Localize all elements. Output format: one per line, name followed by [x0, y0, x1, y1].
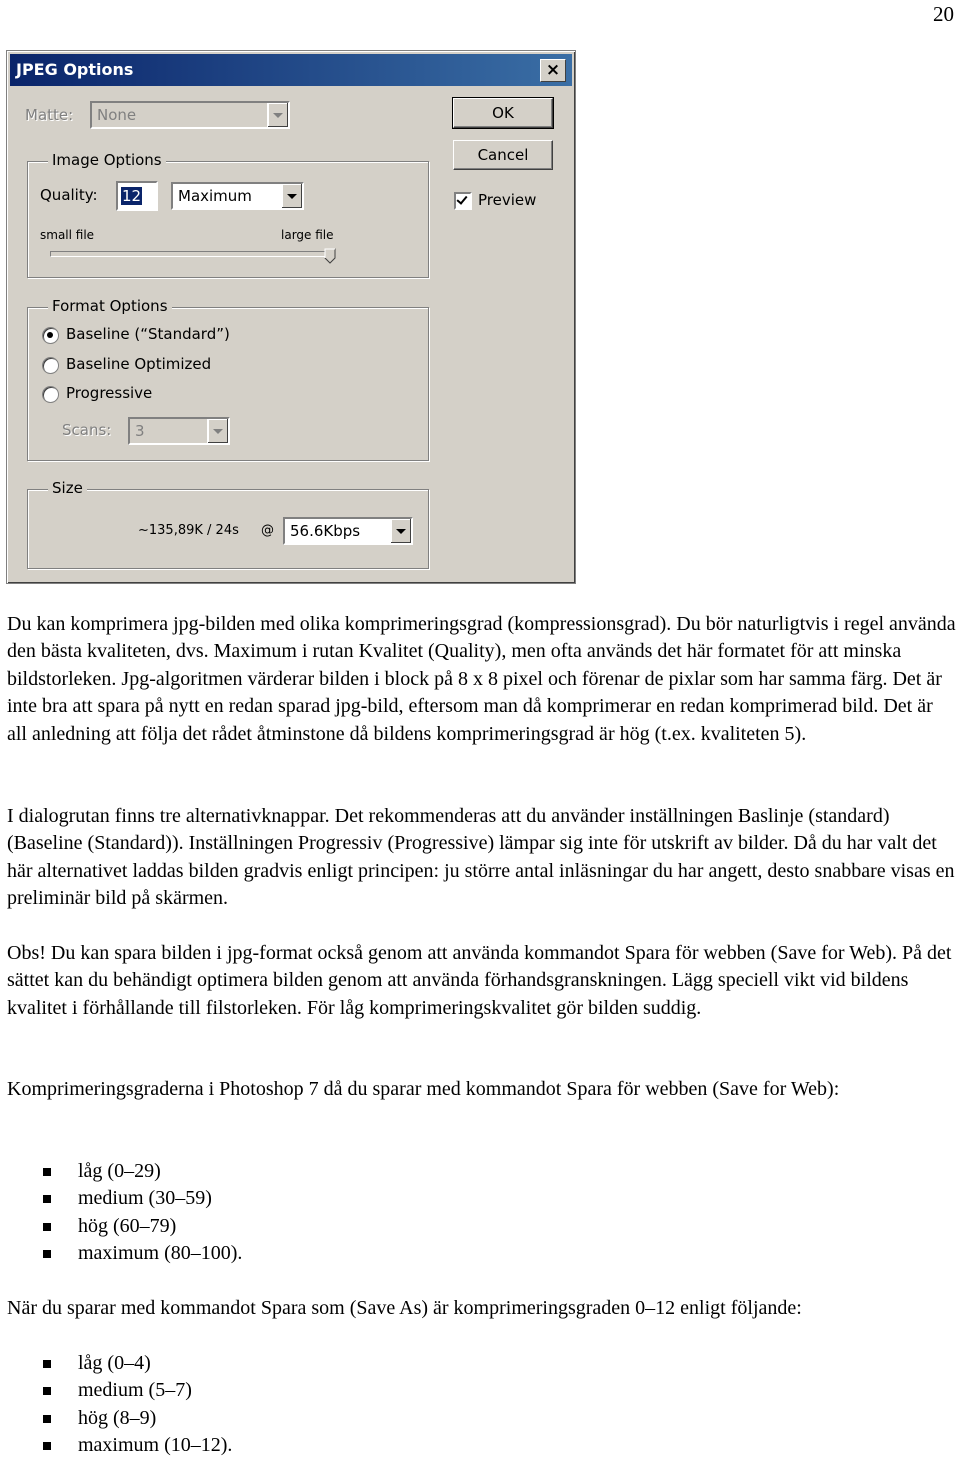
bullet-list-web	[40, 1158, 242, 1268]
radio-baseline-standard[interactable]	[42, 327, 59, 344]
matte-select	[90, 101, 290, 129]
small-file-label: small file	[40, 228, 95, 242]
connection-speed-select[interactable]	[283, 517, 413, 545]
preview-label: Preview	[478, 191, 537, 209]
size-estimate: ~135,89K / 24s	[138, 523, 239, 538]
chevron-down-icon	[207, 419, 228, 443]
large-file-label: large file	[281, 228, 334, 242]
ok-button[interactable]: OK	[453, 98, 553, 128]
paragraph-2-text: I dialogrutan finns tre alternativknappar. Det rekommenderas att du använder inställningen Baslinje (standard) (Baseline (Standard)). Inställningen Progressiv (Progressive) lämpar sig inte för utskrift av bilder. Då du har valt det här alternativet laddas bilden gradvis enligt principen: ju större antal inläsningar du har angett, desto snabbare visas en preliminär bild på skärmen.	[7, 805, 955, 910]
quality-preset-value: Maximum	[178, 187, 252, 205]
option-baseline-standard[interactable]: Baseline (“Standard”)	[66, 325, 230, 343]
preview-checkbox[interactable]	[454, 192, 472, 210]
list-item: hög (60–79)	[40, 1213, 242, 1240]
radio-baseline-optimized[interactable]	[42, 357, 59, 374]
list-item: låg (0–4)	[40, 1350, 232, 1377]
dialog-title: JPEG Options	[16, 60, 134, 79]
size-at: @	[261, 523, 274, 538]
quality-slider-thumb[interactable]	[324, 248, 336, 264]
paragraph-5-text: När du sparar med kommandot Spara som (Save As) är komprimeringsgraden 0–12 enligt följande:	[7, 1297, 802, 1319]
size-group	[27, 479, 429, 569]
option-progressive[interactable]: Progressive	[66, 384, 153, 402]
close-icon[interactable]: ×	[540, 59, 566, 82]
paragraph-1	[7, 611, 957, 748]
option-baseline-optimized[interactable]: Baseline Optimized	[66, 355, 212, 373]
connection-speed-value: 56.6Kbps	[290, 522, 361, 540]
list-item: hög (8–9)	[40, 1405, 232, 1432]
page-number: 20	[933, 2, 954, 26]
size-legend: Size	[48, 479, 87, 497]
title-bar[interactable]	[10, 54, 572, 86]
image-options-legend: Image Options	[48, 151, 166, 169]
paragraph-1-text: Du kan komprimera jpg-bilden med olika komprimeringsgrad (kompressionsgrad). Du bör naturligtvis i regel använda den bästa kvaliteten, dvs. Maximum i rutan Kvalitet (Quality), men ofta används det här formatet för att minska bildstorleken. Jpg-algoritmen värderar bilden i block på 8 x 8 pixel och förenar de pixlar som har samma färg. Det är inte bra att spara på nytt en redan sparad jpg-bild, eftersom man då komprimerar en redan komprimerad bild. Det är all anledning att följa det rådet åtminstone då bildens komprimeringsgrad är hög (t.ex. kvaliteten 5).	[7, 613, 956, 745]
scans-label: Scans:	[62, 421, 112, 439]
scans-select	[128, 417, 230, 445]
chevron-down-icon[interactable]	[281, 184, 302, 208]
paragraph-4-text: Komprimeringsgraderna i Photoshop 7 då du sparar med kommandot Spara för webben (Save for Web):	[7, 1078, 840, 1100]
quality-preset-select[interactable]	[171, 182, 304, 210]
scans-value: 3	[135, 422, 145, 440]
paragraph-5	[7, 1295, 957, 1322]
list-item: maximum (80–100).	[40, 1240, 242, 1267]
image-options-group	[27, 151, 429, 278]
matte-label: Matte:	[25, 106, 74, 124]
bullet-list-save-as	[40, 1350, 232, 1460]
paragraph-4	[7, 1076, 957, 1103]
quality-input[interactable]	[116, 181, 158, 211]
paragraph-3-text: Obs! Du kan spara bilden i jpg-format också genom att använda kommandot Spara för webben (Save for Web). På det sättet kan du behändigt optimera bilden genom att använda förhandsgranskningen. Lägg speciell vikt vid bildens kvalitet i förhållande till filstorleken. För låg komprimeringskvalitet gör bilden suddig.	[7, 942, 952, 1019]
format-options-group	[27, 297, 429, 461]
cancel-button[interactable]: Cancel	[453, 140, 553, 170]
matte-value: None	[97, 106, 137, 124]
chevron-down-icon	[267, 103, 288, 127]
quality-slider-track[interactable]	[50, 251, 334, 257]
list-item: medium (30–59)	[40, 1185, 242, 1212]
radio-progressive[interactable]	[42, 386, 59, 403]
paragraph-3	[7, 940, 957, 1022]
quality-value: 12	[122, 187, 142, 205]
list-item: maximum (10–12).	[40, 1432, 232, 1459]
quality-label: Quality:	[40, 186, 98, 204]
jpeg-options-dialog	[6, 50, 576, 584]
paragraph-2	[7, 803, 957, 913]
list-item: medium (5–7)	[40, 1377, 232, 1404]
format-options-legend: Format Options	[48, 297, 172, 315]
list-item: låg (0–29)	[40, 1158, 242, 1185]
chevron-down-icon[interactable]	[390, 519, 411, 543]
